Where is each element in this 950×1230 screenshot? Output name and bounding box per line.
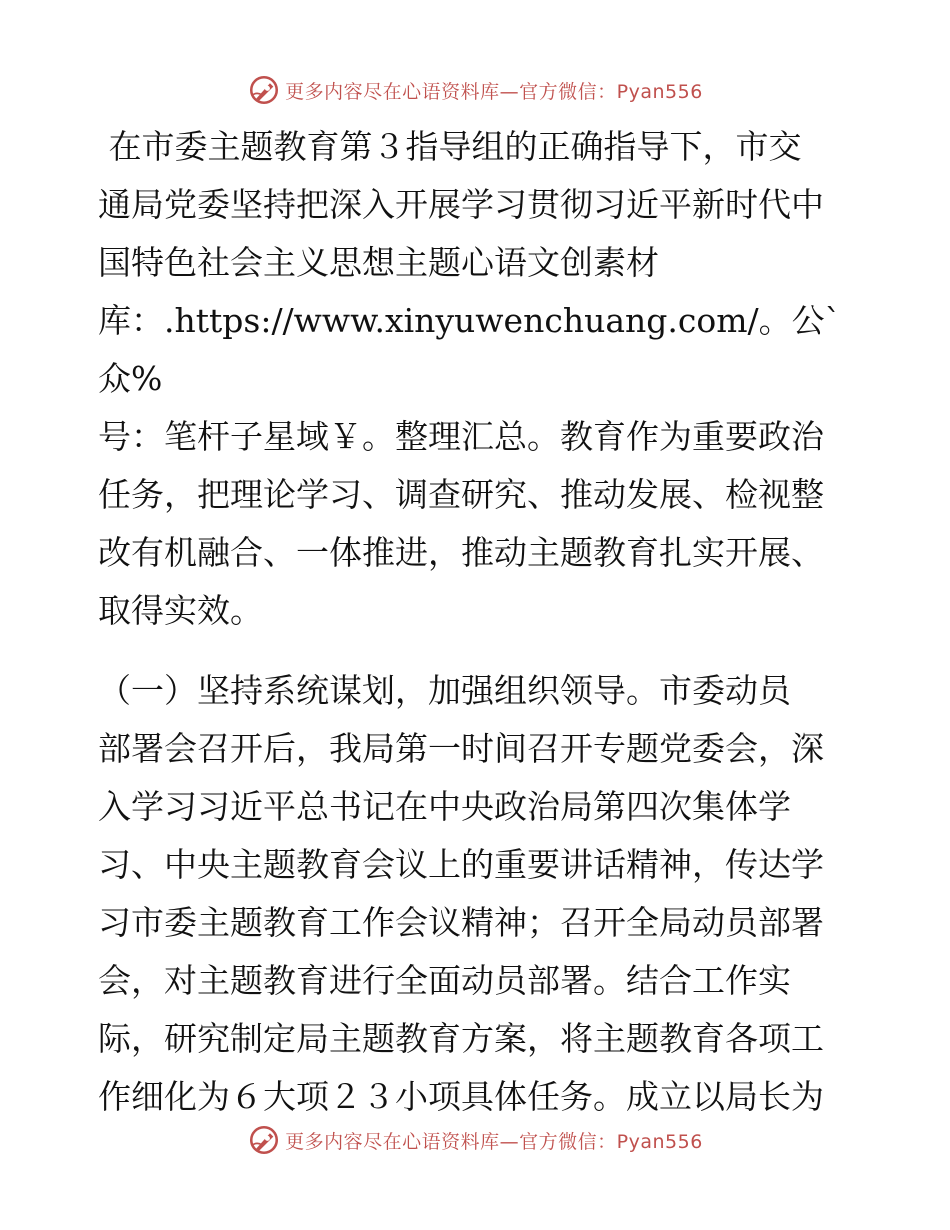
text-line: 任务，把理论学习、调查研究、推动发展、检视整 — [98, 475, 824, 514]
text-line: 习市委主题教育工作会议精神；召开全局动员部署 — [98, 903, 824, 942]
text-line: 际，研究制定局主题教育方案，将主题教育各项工 — [98, 1019, 824, 1058]
pen-nib-circle-icon — [247, 1123, 281, 1157]
text-line: 通局党委坚持把深入开展学习贯彻习近平新时代中 — [98, 185, 824, 224]
paragraph-section-1 — [98, 662, 858, 1126]
footer-banner — [0, 1120, 950, 1160]
text-line: 部署会召开后，我局第一时间召开专题党委会，深 — [98, 729, 824, 768]
pen-nib-circle-icon — [247, 73, 281, 107]
text-line: 作细化为６大项２３小项具体任务。成立以局长为 — [98, 1077, 824, 1116]
header-banner-text: 更多内容尽在心语资料库—官方微信：Pyan556 — [285, 80, 703, 103]
text-line: 在市委主题教育第３指导组的正确指导下，市交 — [98, 127, 802, 166]
text-line: （一）坚持系统谋划，加强组织领导。市委动员 — [98, 671, 791, 710]
text-line: 国特色社会主义思想主题心语文创素材 — [98, 243, 659, 282]
text-line: 入学习习近平总书记在中央政治局第四次集体学 — [98, 787, 791, 826]
text-line: 取得实效。 — [98, 591, 263, 630]
text-line: 会，对主题教育进行全面动员部署。结合工作实 — [98, 961, 791, 1000]
text-line: 习、中央主题教育会议上的重要讲话精神，传达学 — [98, 845, 824, 884]
text-line: 改有机融合、一体推进，推动主题教育扎实开展、 — [98, 533, 824, 572]
text-line: 库：.https://www.xinyuwenchuang.com/。公`众% — [98, 301, 842, 398]
paragraph-intro — [98, 118, 858, 640]
footer-banner-text: 更多内容尽在心语资料库—官方微信：Pyan556 — [285, 1130, 703, 1153]
text-line: 号：笔杆子星域￥。整理汇总。教育作为重要政治 — [98, 417, 824, 456]
document-body — [98, 118, 858, 1126]
header-banner — [0, 70, 950, 110]
